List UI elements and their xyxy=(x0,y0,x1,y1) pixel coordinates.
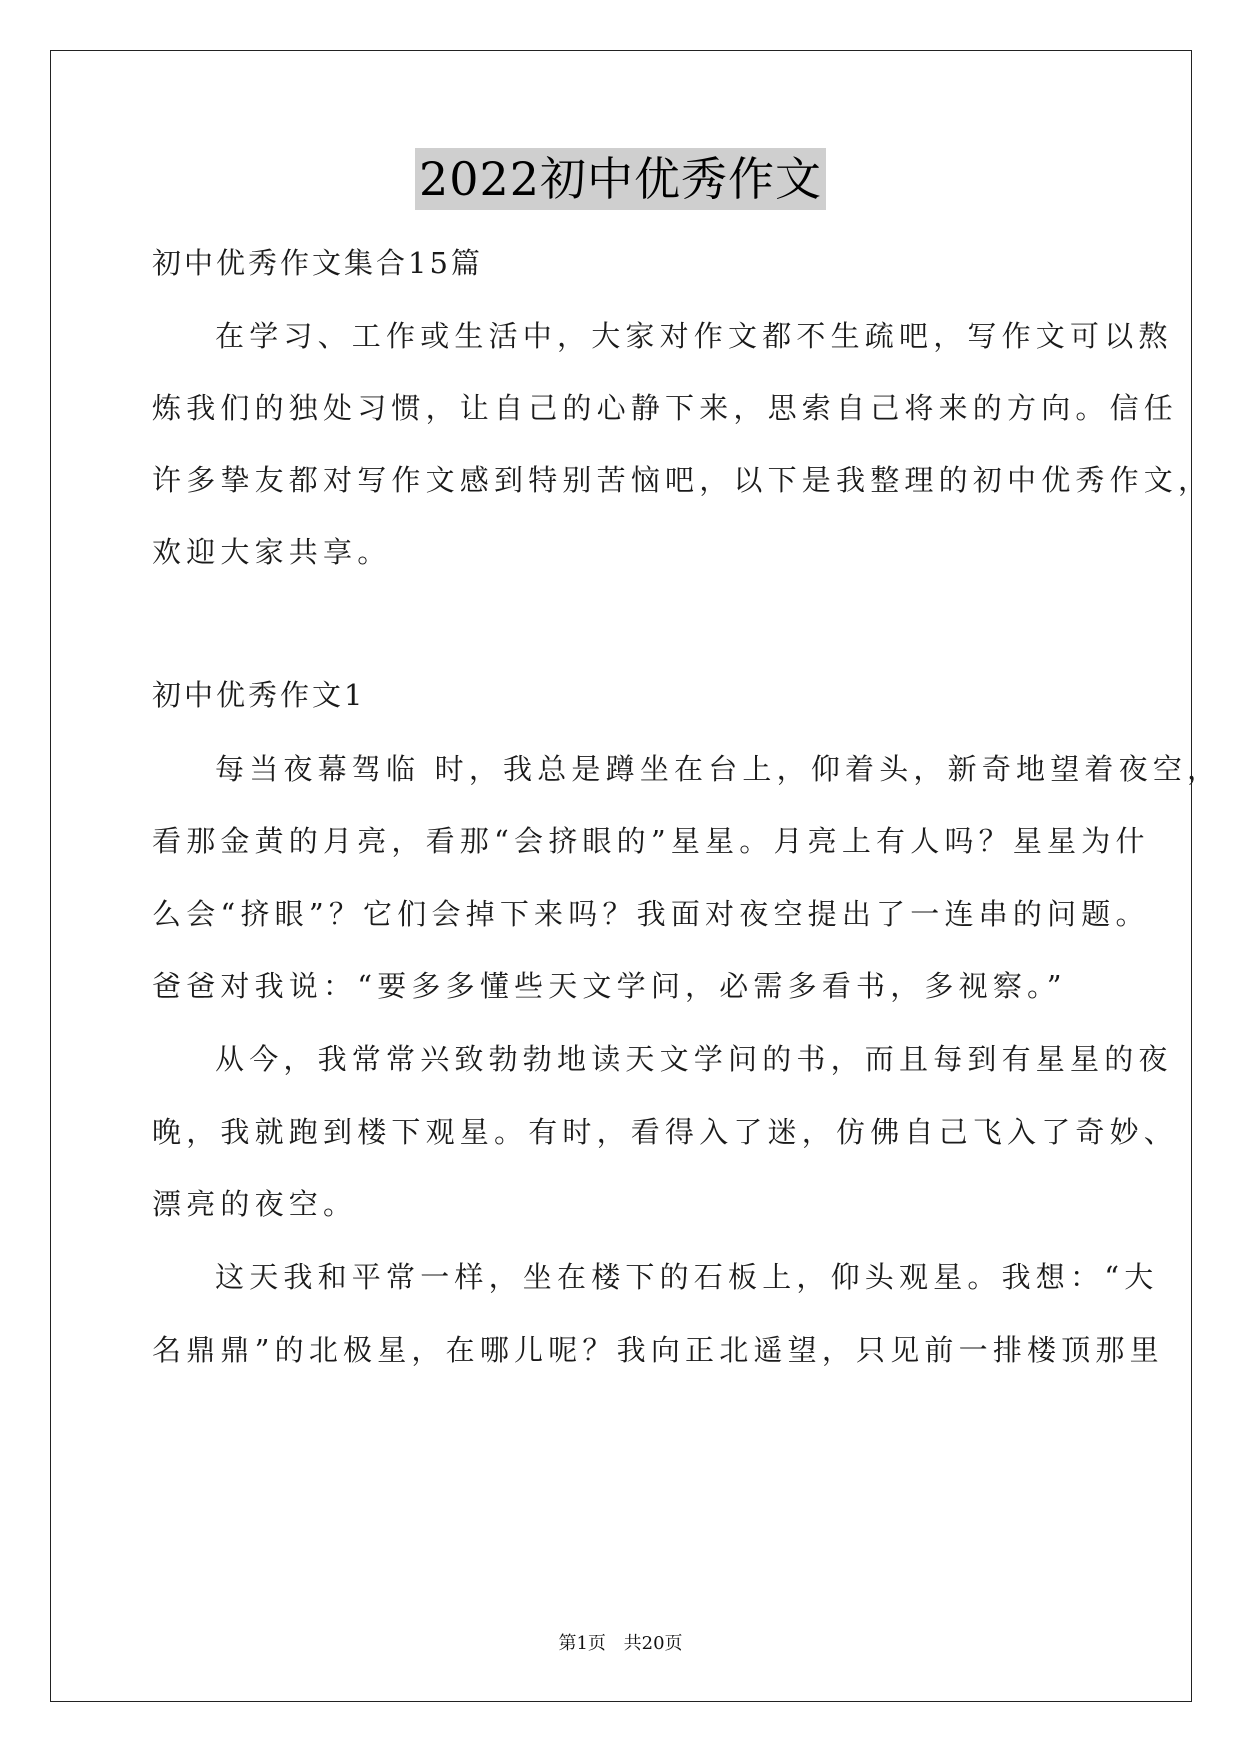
paragraph-line: 么会“挤眼”？它们会掉下来吗？我面对夜空提出了一连串的问题。 xyxy=(152,897,1150,931)
page-number: 第1页 xyxy=(558,1633,606,1654)
page-border xyxy=(50,50,1222,1702)
paragraph-line: 炼我们的独处习惯，让自己的心静下来，思索自己将来的方向。信任 xyxy=(152,391,1179,425)
paragraph-line: 晚，我就跑到楼下观星。有时，看得入了迷，仿佛自己飞入了奇妙、 xyxy=(152,1115,1179,1149)
paragraph-line: 名鼎鼎”的北极星，在哪儿呢？我向正北遥望，只见前一排楼顶那里 xyxy=(152,1333,1164,1367)
title-container xyxy=(0,148,1241,210)
paragraph-line: 欢迎大家共享。 xyxy=(152,535,392,569)
page-total: 共20页 xyxy=(623,1633,683,1654)
paragraph-line: 看那金黄的月亮，看那“会挤眼的”星星。月亮上有人吗？星星为什 xyxy=(152,824,1150,858)
paragraph-line: 从今，我常常兴致勃勃地读天文学问的书，而且每到有星星的夜 xyxy=(215,1042,1173,1076)
document-subtitle: 初中优秀作文集合15篇 xyxy=(152,246,483,280)
paragraph-line: 每当夜幕驾临 时，我总是蹲坐在台上，仰着头，新奇地望着夜空， xyxy=(215,752,1222,786)
paragraph-line: 漂亮的夜空。 xyxy=(152,1187,358,1221)
paragraph-line: 许多挚友都对写作文感到特别苦恼吧，以下是我整理的初中优秀作文， xyxy=(152,463,1213,497)
paragraph-line: 这天我和平常一样，坐在楼下的石板上，仰头观星。我想：“大 xyxy=(215,1260,1159,1294)
paragraph-line: 在学习、工作或生活中，大家对作文都不生疏吧，写作文可以熬 xyxy=(215,319,1173,353)
paragraph-line: 爸爸对我说：“要多多懂些天文学问，必需多看书，多视察。” xyxy=(152,969,1067,1003)
section-heading: 初中优秀作文1 xyxy=(152,678,366,712)
document-title: 2022初中优秀作文 xyxy=(415,148,826,210)
page-footer xyxy=(0,1632,1241,1656)
